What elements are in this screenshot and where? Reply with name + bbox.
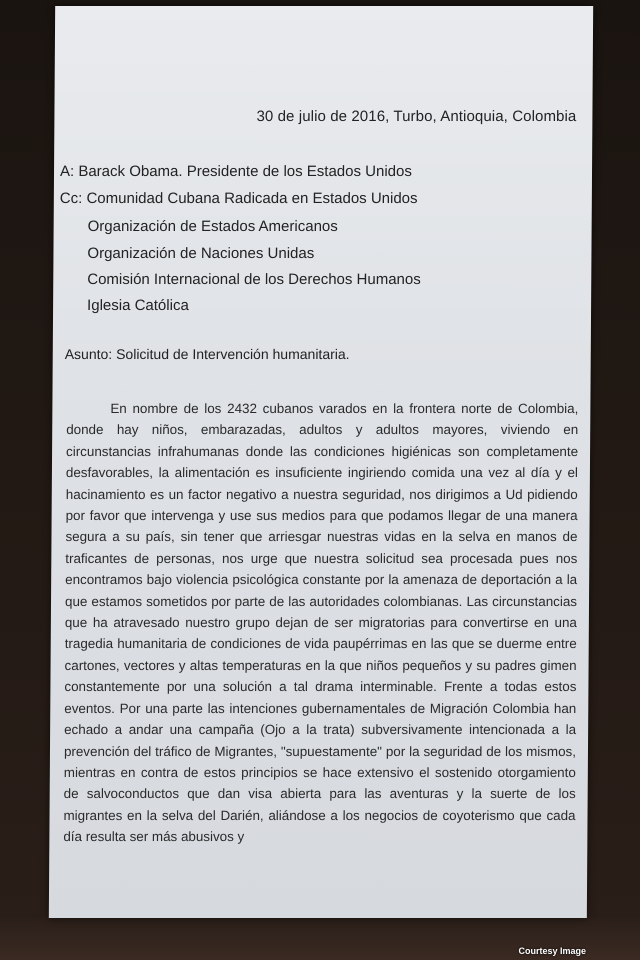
cc-line: Cc: Comunidad Cubana Radicada en Estados Unidos xyxy=(59,190,418,207)
cc-recipient: Organización de Naciones Unidas xyxy=(87,245,315,262)
recipient-line: A: Barack Obama. Presidente de los Estados Unidos xyxy=(59,163,412,180)
letter-page xyxy=(49,6,593,918)
letter-date: 30 de julio de 2016, Turbo, Antioquia, Colombia xyxy=(256,108,577,125)
cc-recipient: Organización de Estados Americanos xyxy=(87,218,338,235)
cc-recipient: Iglesia Católica xyxy=(87,297,189,314)
body-paragraph: En nombre de los 2432 cubanos varados en la frontera norte de Colombia, donde hay niños, embarazadas, adultos y adultos mayores, viviendo en circunstancias infrahumanas donde las condiciones higiénicas son completamente desfavorables, la alimentación es insuficiente ingiriendo comida una vez al día y el hacinamiento es un factor negativo a nuestra seguridad, nos dirigimos a Ud pidiendo por favor que intervenga y use sus medios para que podamos llegar de una manera segura a su país, sin tener que arriesgar nuestras vidas en la selva en manos de traficantes de personas, nos urge que nuestra solicitud sea procesada pues nos encontramos bajo violencia psicológica constante por la amenaza de deportación a la que estamos sometidos por parte de las autoridades colombianas. Las circunstancias que ha atravesado nuestro grupo dejan de ser migratorias para convertirse en una tragedia humanitaria de condiciones de vida paupérrimas en las que se duerme entre cartones, vectores y altas temperaturas en la que niños pequeños y su padres gimen constantemente por una solución a tal drama interminable. Frente a todas estos eventos. Por una parte las intenciones gubernamentales de Migración Colombia han echado a andar una campaña (Ojo a la trata) subversivamente intencionada a la prevención del tráfico de Migrantes, "supuestamente" por la seguridad de los mismos, mientras en contra de estos principios se hace extensivo el sostenido otorgamiento de salvoconductos que dan visa abierta para las aventuras y la suerte de los migrantes en la selva del Darién, aliándose a los negocios de coyoterismo que cada día resulta ser más abusivos y xyxy=(63,401,579,845)
letter-subject: Asunto: Solicitud de Intervención humanitaria. xyxy=(64,346,350,362)
letter-body xyxy=(63,398,578,848)
cc-recipient: Comisión Internacional de los Derechos Humanos xyxy=(87,271,421,288)
photo-credit: Courtesy Image xyxy=(518,946,586,956)
